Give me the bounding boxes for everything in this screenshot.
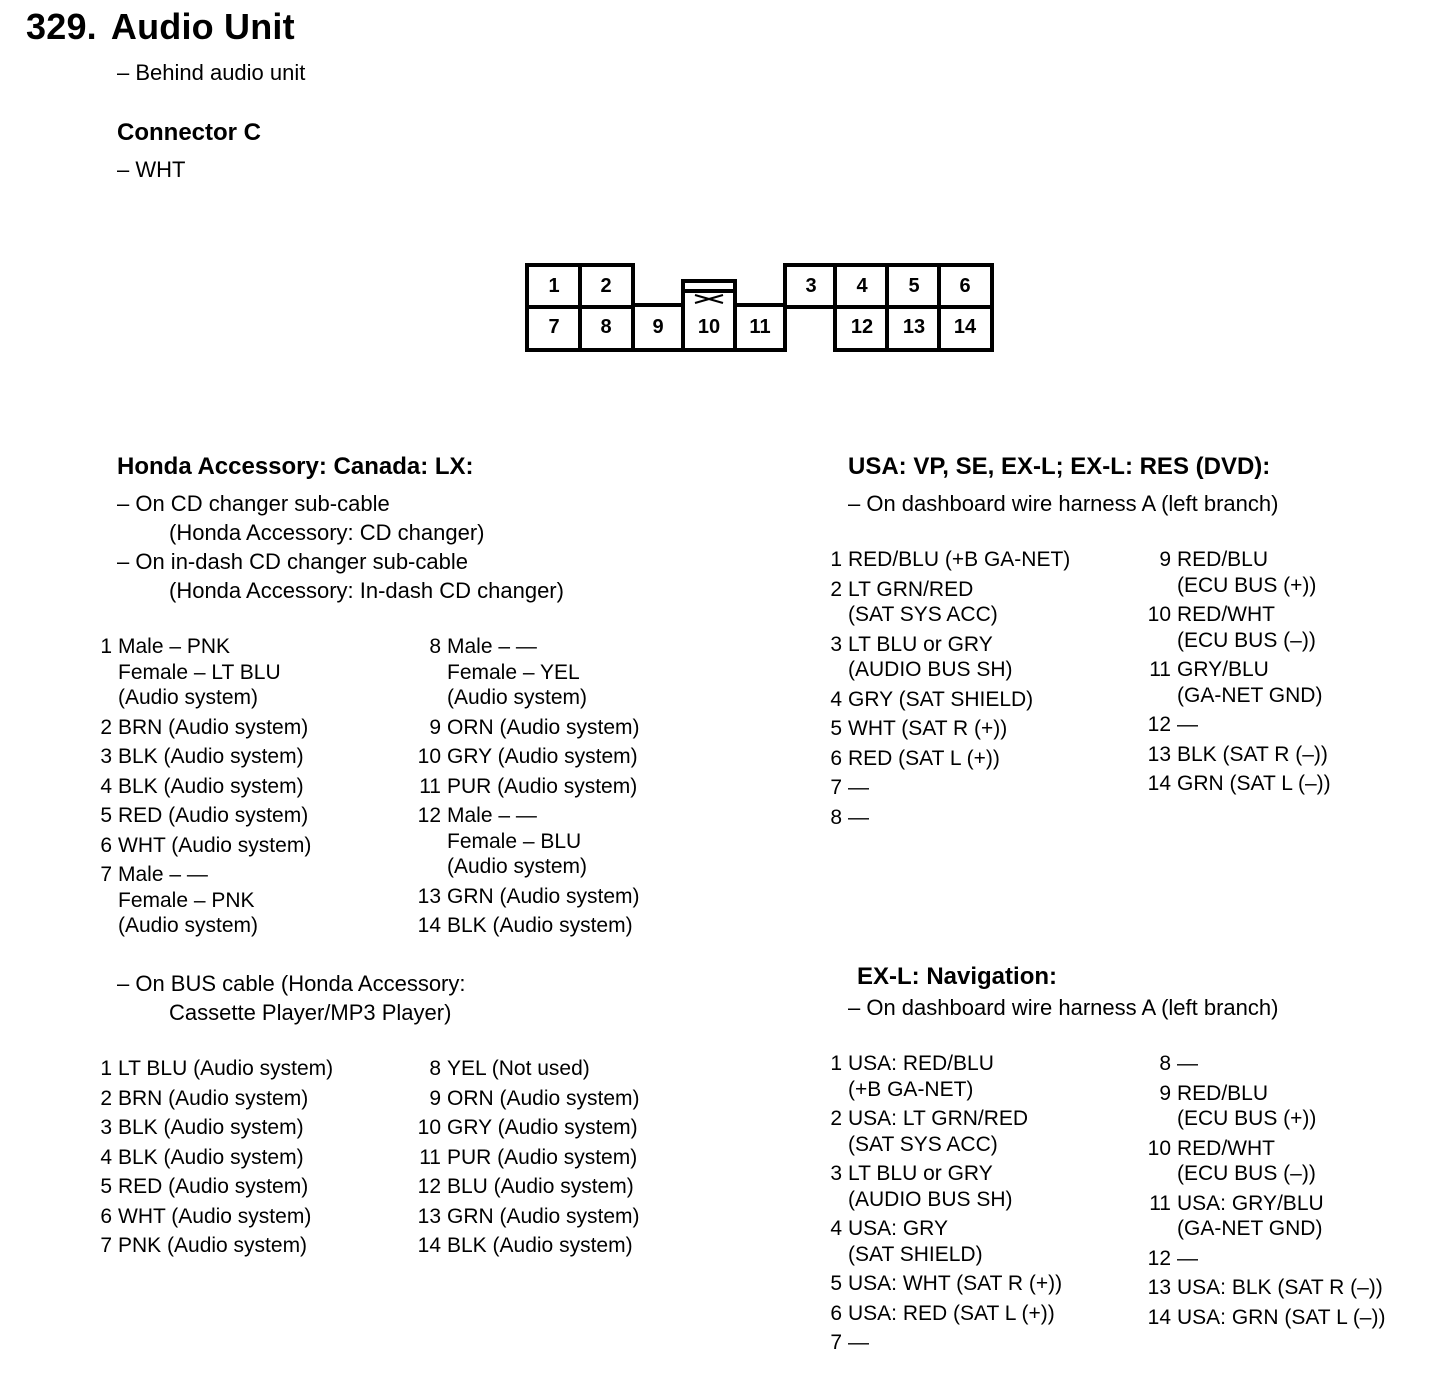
pin-number: 8 [830,805,842,829]
pin-description: Male – — [447,635,537,658]
pin-number: 12 [417,1175,441,1198]
pin-entry [417,913,640,939]
pin-entry [88,833,311,859]
honda-pins-right [417,634,640,943]
pin-description: — [1177,1246,1198,1270]
pin-number: 6 [100,1204,112,1228]
pin-number: 12 [417,804,441,827]
pin-description: BLK (Audio system) [118,1145,304,1169]
note-line: Cassette Player/MP3 Player) [169,1000,452,1025]
pin-description: RED (SAT L (+)) [848,746,1000,770]
pin-entry [88,1056,333,1082]
pin-description: (SAT SHIELD) [848,1242,983,1266]
pin-description: LT BLU or GRY [848,632,993,656]
pin-number: 14 [1147,1305,1171,1329]
pin-description: — [848,1331,869,1354]
pin-10-label: 10 [697,316,721,338]
pin-number: 7 [100,863,112,886]
pin-entry [1147,1191,1385,1242]
pin-description: RED/BLU (+B GA-NET) [848,548,1071,571]
pin-description: (ECU BUS (+)) [1177,1107,1317,1130]
pin-description: — [848,776,869,799]
pin-number: 3 [830,1162,842,1185]
pin-entry [818,1301,1062,1327]
pin-description: ORN (Audio system) [447,1086,640,1110]
usa-pins-left [818,547,1070,834]
pin-entry [88,1145,333,1171]
title-text: Audio Unit [110,6,295,47]
pin-entry [88,862,311,939]
connector-color: – WHT [117,157,186,182]
pin-entry [88,1174,333,1200]
pin-description: RED/BLU [1177,548,1269,571]
pin-entry [1147,771,1331,797]
pin-number: 2 [830,577,842,601]
pin-description: — [1177,713,1198,736]
pin-number: 14 [417,1234,441,1257]
usa-heading: USA: VP, SE, EX-L; EX-L: RES (DVD): [848,453,1271,480]
pin-entry [88,1204,333,1230]
honda-pins-left [88,634,311,943]
pin-entry [818,577,1070,628]
pin-number: 10 [417,1116,441,1139]
pin-description: LT GRN/RED [848,577,974,601]
pin-description: Female – LT BLU [118,660,281,684]
pin-entry [1147,547,1331,598]
pin-entry [818,775,1070,801]
pin-description: PUR (Audio system) [447,774,638,798]
pin-number: 7 [100,1234,112,1257]
pin-entry [88,1233,333,1259]
pin-number: 3 [830,632,842,656]
pin-entry [818,1216,1062,1267]
pin-entry [818,1161,1062,1212]
pin-number: 8 [429,1057,441,1080]
page-title [26,6,295,48]
pin-14-label: 14 [953,316,977,338]
pin-entry [417,715,640,741]
honda-accessory-notes [117,489,564,605]
pin-9-label: 9 [652,316,664,338]
pin-entry [1147,1136,1385,1187]
pin-number: 5 [100,1175,112,1198]
bus-pins-right [417,1056,640,1263]
pin-entry [818,1106,1062,1157]
pin-description: (GA-NET GND) [1177,1217,1323,1240]
pin-number: 8 [1159,1052,1171,1075]
pin-description: BLK (Audio system) [118,774,304,798]
pin-number: 14 [417,914,441,937]
pin-entry [818,547,1070,573]
pin-description: (ECU BUS (–)) [1177,628,1316,652]
pin-entry [818,1330,1062,1356]
pin-description: RED (Audio system) [118,1175,309,1198]
pin-description: GRY (Audio system) [447,1116,638,1139]
pin-entry [417,744,640,770]
pin-entry [88,1086,333,1112]
pin-entry [818,632,1070,683]
pin-entry [417,1115,640,1141]
pin-description: GRN (Audio system) [447,1204,640,1228]
pin-number: 11 [419,1145,441,1169]
pin-number: 3 [100,1116,112,1139]
pin-entry [417,774,640,800]
pin-description: USA: RED/BLU [848,1052,994,1075]
pin-description: LT BLU (Audio system) [118,1057,334,1080]
pin-description: RED/WHT [1177,1136,1275,1160]
pin-number: 7 [830,776,842,799]
pin-entry [417,1145,640,1171]
pin-description: USA: BLK (SAT R (–)) [1177,1276,1383,1299]
pin-entry [417,1056,640,1082]
pin-entry [88,715,311,741]
navigation-note: – On dashboard wire harness A (left branch) [848,995,1279,1020]
pin-number: 2 [100,1086,112,1110]
pin-entry [417,634,640,711]
pin-entry [88,634,311,711]
pin-number: 9 [1159,548,1171,571]
pin-3-label: 3 [805,275,817,297]
pin-number: 6 [830,746,842,770]
navigation-pins-left [818,1051,1062,1360]
pin-13-label: 13 [902,316,926,338]
location-text: – Behind audio unit [117,60,306,85]
pin-description: (GA-NET GND) [1177,683,1323,707]
connector-name: Connector C [117,119,261,146]
pin-entry [1147,1051,1385,1077]
pin-description: BLK (Audio system) [118,745,304,768]
pin-5-label: 5 [908,275,920,297]
pin-number: 9 [429,1086,441,1110]
pin-number: 1 [830,1052,842,1075]
pin-description: (Audio system) [118,914,259,937]
pin-description: GRY (Audio system) [447,745,638,768]
pin-description: (Audio system) [118,686,259,709]
pin-6-label: 6 [959,275,971,297]
pin-number: 11 [419,774,441,798]
connector-diagram [525,263,995,352]
pin-description: (AUDIO BUS SH) [848,658,1013,681]
pin-number: 5 [830,717,842,740]
pin-number: 1 [100,635,112,658]
pin-description: (AUDIO BUS SH) [848,1187,1013,1211]
pin-entry [417,803,640,880]
pin-entry [818,687,1070,713]
navigation-heading: EX-L: Navigation: [857,963,1058,990]
note-line: (Honda Accessory: CD changer) [169,520,485,545]
pin-description: LT BLU or GRY [848,1162,993,1185]
bus-cable-notes [117,969,466,1027]
pin-description: USA: GRY [848,1217,948,1240]
pin-number: 7 [830,1331,842,1354]
pin-description: ORN (Audio system) [447,715,640,739]
pin-number: 2 [100,715,112,739]
pin-description: — [848,805,869,829]
pin-description: BLK (SAT R (–)) [1177,742,1328,766]
pin-description: BRN (Audio system) [118,1086,309,1110]
pin-description: (ECU BUS (–)) [1177,1162,1316,1185]
pin-description: BLK (Audio system) [447,1234,633,1257]
note-line: – On CD changer sub-cable [117,491,390,516]
pin-number: 5 [100,804,112,827]
pin-description: BLU (Audio system) [447,1175,634,1198]
pin-description: USA: WHT (SAT R (+)) [848,1272,1063,1295]
pin-number: 6 [100,833,112,857]
pin-number: 1 [100,1057,112,1080]
pin-description: (ECU BUS (+)) [1177,573,1317,597]
pin-number: 10 [1147,1136,1171,1160]
pin-entry [1147,1275,1385,1301]
pin-number: 9 [1159,1081,1171,1105]
pin-entry [417,884,640,910]
pin-entry [818,716,1070,742]
pin-description: BLK (Audio system) [447,914,633,937]
pin-7-label: 7 [548,316,560,338]
pin-number: 11 [1149,658,1171,681]
pin-entry [1147,1246,1385,1272]
pin-entry [88,744,311,770]
pin-entry [417,1233,640,1259]
pin-description: BLK (Audio system) [118,1116,304,1139]
pin-number: 12 [1147,1246,1171,1270]
pin-description: RED/WHT [1177,603,1275,626]
pin-description: GRY/BLU [1177,658,1269,681]
pin-description: — [1177,1052,1198,1075]
pin-entry [417,1174,640,1200]
pin-entry [1147,657,1331,708]
pin-description: USA: GRN (SAT L (–)) [1177,1305,1386,1329]
pin-number: 10 [417,745,441,768]
pin-entry [1147,712,1331,738]
pin-entry [818,805,1070,831]
pin-number: 1 [830,548,842,571]
pin-entry [417,1086,640,1112]
pin-entry [88,1115,333,1141]
pin-number: 3 [100,745,112,768]
pin-number: 13 [1147,742,1171,766]
pin-description: USA: RED (SAT L (+)) [848,1301,1055,1325]
pin-number: 12 [1147,713,1171,736]
pin-description: GRY (SAT SHIELD) [848,687,1034,711]
pin-description: WHT (SAT R (+)) [848,717,1008,740]
pin-number: 11 [1149,1191,1171,1215]
pin-number: 4 [100,774,112,798]
pin-description: (SAT SYS ACC) [848,603,998,626]
pin-number: 2 [830,1107,842,1130]
pin-number: 5 [830,1272,842,1295]
pin-number: 14 [1147,772,1171,795]
pin-entry [1147,602,1331,653]
pin-number: 8 [429,635,441,658]
pin-entry [818,746,1070,772]
pin-number: 4 [100,1145,112,1169]
pin-2-label: 2 [600,275,612,297]
pin-description: (+B GA-NET) [848,1077,974,1101]
pin-description: USA: LT GRN/RED [848,1107,1029,1130]
pin-number: 13 [1147,1276,1171,1299]
pin-description: GRN (Audio system) [447,884,640,908]
pin-description: Female – BLU [447,829,582,853]
pin-1-label: 1 [548,275,560,297]
usa-note: – On dashboard wire harness A (left branch) [848,491,1279,516]
pin-entry [1147,1081,1385,1132]
pin-entry [1147,742,1331,768]
pin-description: USA: GRY/BLU [1177,1191,1324,1215]
pin-description: (SAT SYS ACC) [848,1132,998,1156]
pin-description: WHT (Audio system) [118,833,312,857]
note-line: – On in-dash CD changer sub-cable [117,549,468,574]
pin-12-label: 12 [850,316,874,338]
pin-description: (Audio system) [447,855,588,878]
pin-description: RED (Audio system) [118,804,309,827]
pin-number: 13 [417,884,441,908]
pin-description: Female – PNK [118,888,255,912]
pin-number: 6 [830,1301,842,1325]
pin-description: RED/BLU [1177,1081,1269,1105]
pin-number: 4 [830,687,842,711]
pin-description: Male – — [118,863,208,886]
pin-description: WHT (Audio system) [118,1204,312,1228]
pin-number: 9 [429,715,441,739]
pin-description: PUR (Audio system) [447,1145,638,1169]
pin-entry [818,1271,1062,1297]
pin-entry [88,803,311,829]
pin-description: YEL (Not used) [447,1057,590,1080]
pin-description: (Audio system) [447,686,588,709]
pin-entry [818,1051,1062,1102]
pin-number: 10 [1147,603,1171,626]
pin-8-label: 8 [600,316,612,338]
pin-entry [417,1204,640,1230]
pin-number: 13 [417,1204,441,1228]
pin-description: Female – YEL [447,660,580,684]
pin-description: GRN (SAT L (–)) [1177,772,1331,795]
bus-pins-left [88,1056,333,1263]
note-line: – On BUS cable (Honda Accessory: [117,971,466,996]
pin-entry [1147,1305,1385,1331]
pin-description: Male – — [447,804,537,827]
pin-11-label: 11 [749,316,771,338]
pin-description: PNK (Audio system) [118,1234,308,1257]
pin-description: Male – PNK [118,635,231,658]
usa-pins-right [1147,547,1331,801]
pin-4-label: 4 [856,275,868,297]
pin-description: BRN (Audio system) [118,715,309,739]
title-number: 329. [26,6,97,47]
honda-accessory-heading: Honda Accessory: Canada: LX: [117,453,474,480]
navigation-pins-right [1147,1051,1385,1334]
note-line: (Honda Accessory: In-dash CD changer) [169,578,564,603]
pin-number: 4 [830,1217,842,1240]
pin-entry [88,774,311,800]
